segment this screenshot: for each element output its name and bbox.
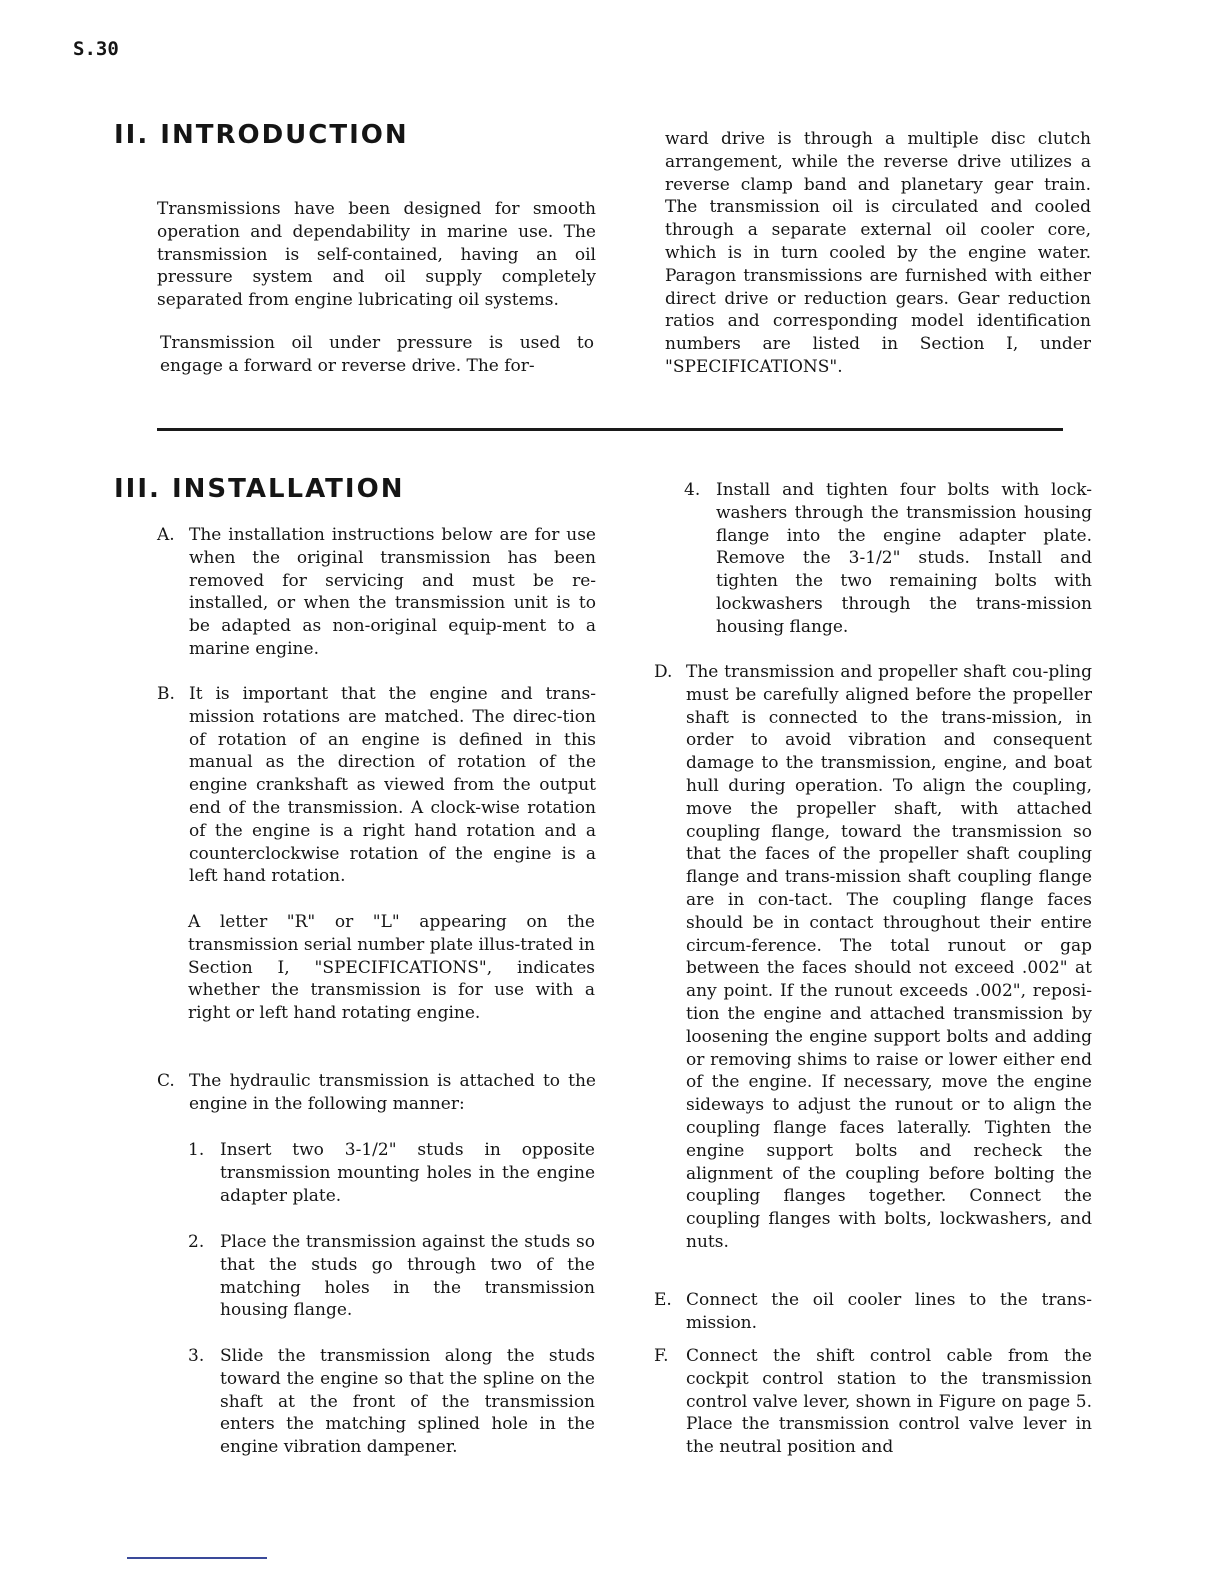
substep-3-label: 3.: [188, 1346, 205, 1366]
section-divider: [157, 428, 1063, 431]
page-number: S.30: [73, 38, 119, 60]
intro-paragraph-2: Transmission oil under pressure is used to engage a forward or reverse drive. The for-: [160, 333, 594, 376]
step-f: [654, 1345, 1092, 1460]
substep-1-text: Insert two 3-1/2" studs in opposite transmission mounting holes in the engine adapter plate.: [220, 1140, 595, 1206]
step-e-text: Connect the oil cooler lines to the trans-mission.: [686, 1290, 1092, 1333]
substep-4-label: 4.: [684, 480, 701, 500]
substep-4-text: Install and tighten four bolts with lock-washers through the transmission housing flange into the engine adapter plate. Remove the 3-1/2" studs. Install and tighten the two remaining bolts with lockwashers through the trans-mission housing flange.: [716, 480, 1092, 637]
intro-paragraph-3: ward drive is through a multiple disc clutch arrangement, while the reverse drive utilizes a reverse clamp band and planetary gear train. The transmission oil is circulated and cooled through a separate external oil cooler core, which is in turn cooled by the engine water. Paragon transmissions are furnished with either direct drive or reduction gears. Gear reduction ratios and corresponding model identification numbers are listed in Section I, under "SPECIFICATIONS".: [665, 129, 1091, 377]
intro-paragraph-1: Transmissions have been designed for smooth operation and dependability in marine use. The transmission is self-contained, having an oil pressure system and oil supply completely separated from engine lubricating oil systems.: [157, 199, 596, 311]
step-d-label: D.: [654, 662, 673, 682]
step-b-note: A letter "R" or "L" appearing on the transmission serial number plate illus-trated in Section I, "SPECIFICATIONS", indicates whether the transmission is for use with a right or left hand rotating engine.: [188, 912, 595, 1024]
substep-4: [684, 479, 1092, 637]
footer-rule: [127, 1557, 267, 1559]
substep-2: [188, 1231, 595, 1326]
step-e: [654, 1289, 1092, 1339]
substep-2-text: Place the transmission against the studs so that the studs go through two of the matching holes in the transmission housing flange.: [220, 1232, 595, 1321]
substep-1: [188, 1139, 595, 1209]
step-a: [157, 524, 596, 664]
step-a-text: The installation instructions below are for use when the original transmission has been removed for servicing and must be re-installed, or when the transmission unit is to be adapted as non-original equip-ment to a marine engine.: [189, 525, 596, 659]
step-b: [157, 683, 596, 887]
substep-3-text: Slide the transmission along the studs toward the engine so that the spline on the shaft at the front of the transmission enters the matching splined hole in the engine vibration dampener.: [220, 1346, 595, 1458]
step-b-text: It is important that the engine and trans-mission rotations are matched. The direc-tion of rotation of an engine is defined in this manual as the direction of rotation of the engine crankshaft as viewed from the output end of the transmission. A clock-wise rotation of the engine is a right hand rotation and a counterclockwise rotation of the engine is a left hand rotation.: [189, 684, 596, 887]
step-c: [157, 1070, 596, 1120]
substep-3: [188, 1345, 595, 1460]
step-e-label: E.: [654, 1290, 672, 1310]
introduction-heading: II. INTRODUCTION: [114, 120, 409, 150]
substep-2-label: 2.: [188, 1232, 205, 1252]
step-d-text: The transmission and propeller shaft cou-pling must be carefully aligned before the propeller shaft is connected to the trans-mission, in order to avoid vibration and consequent damage to the transmission, engine, and boat hull during operation. To align the coupling, move the propeller shaft, with attached coupling flange, toward the transmission so that the faces of the propeller shaft coupling flange and trans-mission shaft coupling flange are in con-tact. The coupling flange faces should be in contact throughout their entire circum-ference. The total runout or gap between the faces should not exceed .002" at any point. If the runout exceeds .002", reposi-tion the engine and attached transmission by loosening the engine support bolts and adding or removing shims to raise or lower either end of the engine. If necessary, move the engine sideways to adjust the runout or to align the coupling flange faces laterally. Tighten the engine support bolts and recheck the alignment of the coupling before bolting the coupling flanges together. Connect the coupling flanges with bolts, lockwashers, and nuts.: [686, 662, 1092, 1252]
substep-1-label: 1.: [188, 1140, 205, 1160]
step-b-label: B.: [157, 684, 175, 704]
step-c-label: C.: [157, 1071, 175, 1091]
step-f-text: Connect the shift control cable from the cockpit control station to the transmission control valve lever, shown in Figure on page 5. Place the transmission control valve lever in the neutral position and: [686, 1346, 1092, 1458]
step-f-label: F.: [654, 1346, 669, 1366]
installation-heading: III. INSTALLATION: [114, 474, 405, 504]
step-a-label: A.: [157, 525, 175, 545]
step-c-text: The hydraulic transmission is attached to the engine in the following manner:: [189, 1071, 596, 1114]
step-d: [654, 661, 1092, 1281]
